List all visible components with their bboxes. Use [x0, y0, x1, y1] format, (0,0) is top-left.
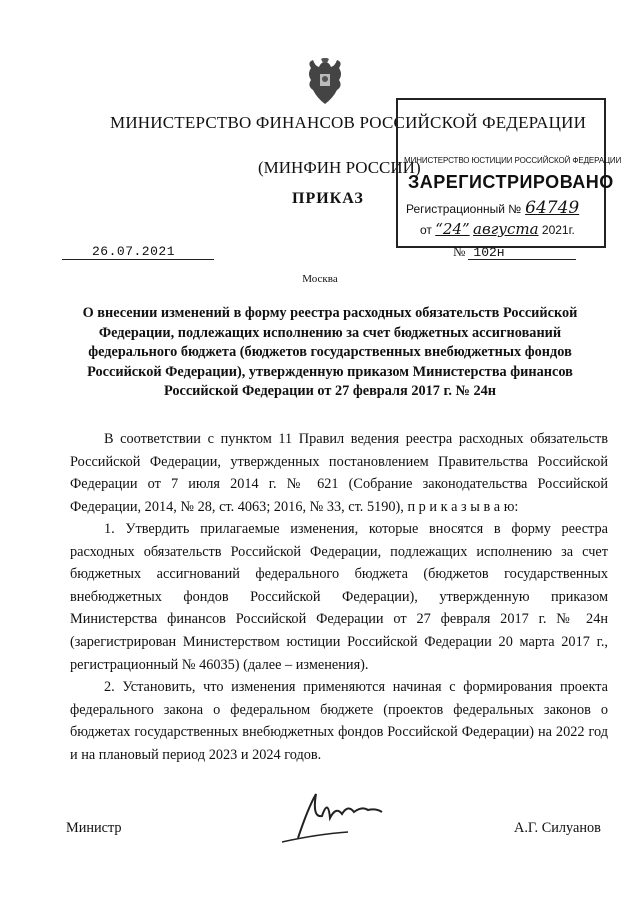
body-paragraph-2: [70, 676, 608, 766]
order-number: [453, 244, 505, 260]
registration-stamp: [396, 98, 622, 248]
order-title: О внесении изменений в форму реестра расходных обязательств Российской Федерации, подлежащих исполнению за счет бюджетных ассигнований федерального бюджета (бюджетов государственных внебюджетных фондов Российской Федерации), утвержденную приказом Министерства финансов Российской Федерации от 27 февраля 2017 г. № 24н: [82, 305, 578, 399]
stamp-reg-number: 64749: [525, 198, 580, 218]
city: Москва: [302, 273, 338, 285]
order-date: 26.07.2021: [92, 244, 176, 259]
order-number-value: 102н: [473, 245, 505, 260]
paragraph-text: 1. Утвердить прилагаемые изменения, которые вносятся в форму реестра расходных обязательств Российской Федерации, подлежащих исполнению за счет бюджетных ассигнований федерального бюджета (бюджетов государственных внебюджетных фондов Российской Федерации), утвержденную приказом Министерства финансов Российской Федерации от 27 февраля 2017 г. № 24н (зарегистрирован Министерством юстиции Российской Федерации 20 марта 2017 г., регистрационный № 46035) (далее – изменения).: [70, 521, 608, 673]
signer-name: А.Г. Силуанов: [514, 820, 601, 836]
stamp-date-month: августа: [473, 220, 539, 238]
paragraph-text: В соответствии с пунктом 11 Правил ведения реестра расходных обязательств Российской Федерации, утвержденных постановлением Правительства Российской Федерации от 7 июля 2014 г. № 621 (Собрание законодательства Российской Федерации, 2014, № 28, ст. 4063; 2016, № 33, ст. 5190), п р и к а з ы в а ю:: [70, 431, 608, 515]
state-emblem-icon: [303, 58, 347, 108]
document-type: ПРИКАЗ: [292, 190, 364, 207]
number-underline: [468, 259, 576, 260]
stamp-date-day: “24”: [435, 220, 470, 238]
stamp-date-line: [420, 220, 575, 238]
date-underline: [62, 259, 214, 260]
stamp-ministry: МИНИСТЕРСТВО ЮСТИЦИИ РОССИЙСКОЙ ФЕДЕРАЦИИ: [404, 156, 622, 165]
stamp-date-prefix: от: [420, 223, 432, 237]
body-paragraph-1: [70, 518, 608, 676]
ministry-name: МИНИСТЕРСТВО ФИНАНСОВ РОССИЙСКОЙ ФЕДЕРАЦИИ: [110, 113, 587, 132]
body-paragraph-preamble: [70, 428, 608, 518]
paragraph-text: 2. Установить, что изменения применяются начиная с формирования проекта федерального закона о федеральном бюджете (проектов федеральных законов о бюджетах государственных внебюджетных фондов Российской Федерации) на 2022 год и на плановый период 2023 и 2024 годов.: [70, 679, 608, 763]
stamp-registered: ЗАРЕГИСТРИРОВАНО: [408, 172, 614, 192]
stamp-registration-line: [406, 198, 579, 218]
stamp-date-year: 2021г.: [541, 223, 575, 237]
stamp-reg-label: Регистрационный №: [406, 202, 522, 216]
signer-title: Министр: [66, 820, 122, 836]
order-number-label: №: [453, 244, 466, 259]
handwritten-signature: [278, 788, 390, 848]
ministry-abbreviation: (МИНФИН РОССИИ): [258, 158, 421, 177]
